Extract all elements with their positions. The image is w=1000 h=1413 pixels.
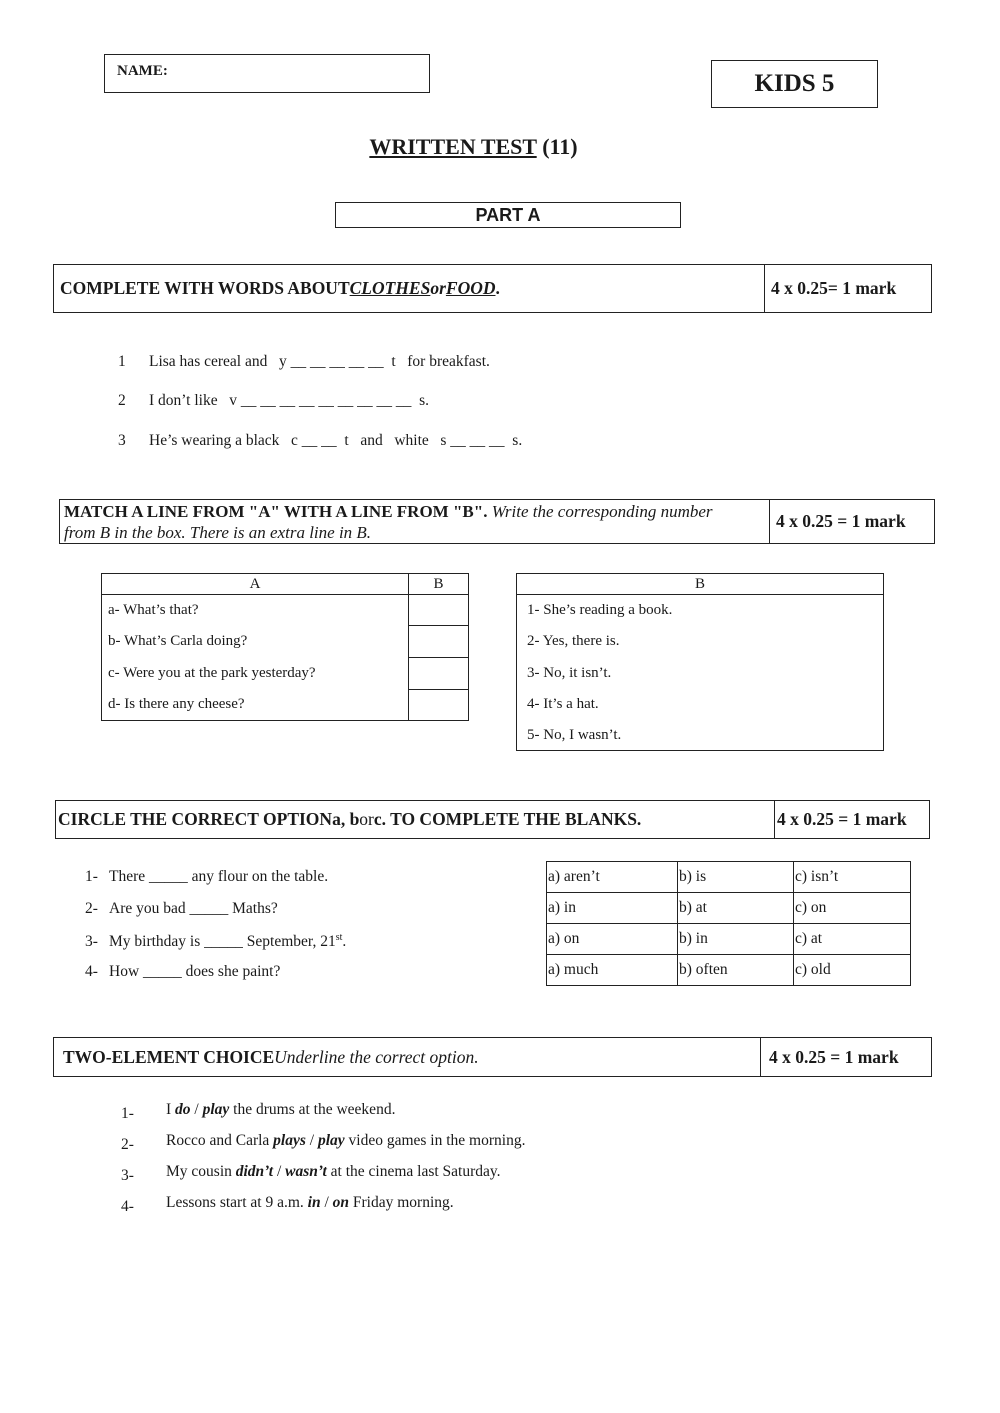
list-item: 3- No, it isn’t.: [527, 664, 612, 681]
choice-item-2: 2- Rocco and Carla plays / play video games in the morning.: [121, 1132, 526, 1153]
choice-option[interactable]: plays: [273, 1132, 306, 1149]
choice-option[interactable]: on: [332, 1194, 350, 1211]
option-cell[interactable]: b) often: [678, 955, 794, 986]
list-item: 5- No, I wasn’t.: [527, 726, 622, 743]
question-1: 1- There _____ any flour on the table.: [85, 868, 329, 885]
list-item: d- Is there any cheese?: [102, 690, 409, 721]
question-3: 3- My birthday is _____ September, 21st.: [85, 932, 347, 951]
option-cell[interactable]: a) in: [547, 893, 678, 924]
word-food: FOOD: [445, 278, 496, 298]
section3-instruction: CIRCLE THE CORRECT OPTION a, b or c . TO COMPLETE THE BLANKS.: [56, 801, 775, 838]
fill-item-2: 2 I don’t like v __ __ __ __ __ __ __ __ __ s.: [118, 392, 429, 409]
match-table-b: [516, 573, 884, 751]
level-badge: [711, 60, 878, 108]
col-a-header: A: [102, 574, 409, 595]
list-item: 4- It’s a hat.: [527, 696, 599, 712]
section4-marks: 4 x 0.25 = 1 mark: [769, 1046, 899, 1067]
choice-option[interactable]: play: [317, 1132, 345, 1149]
option-cell[interactable]: a) on: [547, 924, 678, 955]
option-cell[interactable]: b) is: [678, 862, 794, 893]
answer-box[interactable]: [409, 658, 469, 690]
section3-marks: 4 x 0.25 = 1 mark: [777, 809, 907, 829]
list-b-header: B: [517, 574, 884, 595]
level-text: KIDS 5: [754, 70, 835, 97]
section3-header: [55, 800, 930, 839]
list-item: c- Were you at the park yesterday?: [102, 658, 409, 690]
answer-box[interactable]: [409, 595, 469, 626]
answer-box[interactable]: [409, 690, 469, 721]
list-item: 1- She’s reading a book.: [527, 601, 673, 618]
fill-item-1: 1 Lisa has cereal and y __ __ __ __ __ t for breakfast.: [118, 353, 490, 370]
option-cell[interactable]: c) old: [794, 955, 911, 986]
name-label: NAME:: [117, 63, 168, 79]
question-4: 4- How _____ does she paint?: [85, 963, 281, 980]
match-table-a: [101, 573, 469, 721]
option-cell[interactable]: a) much: [547, 955, 678, 986]
section2-marks: 4 x 0.25 = 1 mark: [776, 511, 906, 531]
section2-instruction: MATCH A LINE FROM "A" WITH A LINE FROM "B". Write the corresponding number from B in the box. There is an extra line in B.: [60, 500, 770, 543]
section1-header: [53, 264, 932, 313]
option-cell[interactable]: c) at: [794, 924, 911, 955]
option-cell[interactable]: c) on: [794, 893, 911, 924]
section1-marks: 4 x 0.25= 1 mark: [771, 278, 897, 298]
name-field[interactable]: [104, 54, 430, 93]
section4-instruction: TWO-ELEMENT CHOICE Underline the correct option.: [54, 1038, 761, 1076]
choice-item-4: 4- Lessons start at 9 a.m. in / on Friday morning.: [121, 1194, 454, 1215]
answer-box[interactable]: [409, 626, 469, 658]
choice-option[interactable]: wasn’t: [285, 1163, 327, 1180]
choice-item-1: 1- I do / play the drums at the weekend.: [121, 1101, 396, 1122]
choice-option[interactable]: do: [175, 1101, 191, 1118]
page-title: [0, 134, 947, 160]
section1-instruction: COMPLETE WITH WORDS ABOUT CLOTHES or FOOD .: [54, 265, 765, 312]
option-cell[interactable]: b) in: [678, 924, 794, 955]
choice-item-3: 3- My cousin didn’t / wasn’t at the cinema last Saturday.: [121, 1163, 501, 1184]
options-table: [546, 861, 911, 986]
question-2: 2- Are you bad _____ Maths?: [85, 900, 278, 917]
choice-option[interactable]: in: [307, 1194, 321, 1211]
option-cell[interactable]: c) isn’t: [794, 862, 911, 893]
fill-item-3: 3 He’s wearing a black c __ __ t and white s __ __ __ s.: [118, 432, 523, 449]
col-b-header: B: [409, 574, 469, 595]
choice-option[interactable]: didn’t: [235, 1163, 274, 1180]
section2-header: [59, 499, 935, 544]
list-item: a- What’s that?: [102, 595, 409, 626]
option-cell[interactable]: b) at: [678, 893, 794, 924]
choice-option[interactable]: play: [202, 1101, 230, 1118]
title-suffix: (11): [542, 134, 578, 159]
list-item: b- What’s Carla doing?: [102, 626, 409, 658]
option-cell[interactable]: a) aren’t: [547, 862, 678, 893]
word-clothes: CLOTHES: [349, 278, 431, 298]
section4-header: [53, 1037, 932, 1077]
part-heading: [335, 202, 681, 228]
list-item: 2- Yes, there is.: [527, 633, 620, 649]
part-label: PART A: [475, 205, 541, 225]
title-main: WRITTEN TEST: [369, 134, 537, 159]
